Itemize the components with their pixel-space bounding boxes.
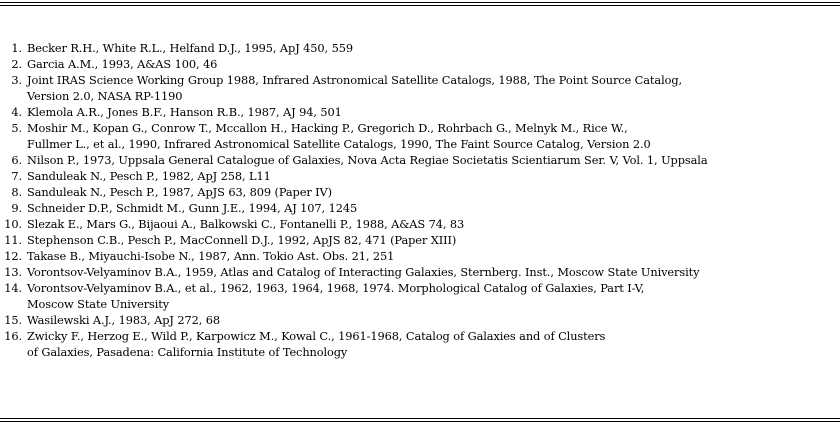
reference-item bbox=[0, 72, 840, 104]
reference-number: 14. bbox=[4, 281, 22, 295]
reference-text-line: Schneider D.P., Schmidt M., Gunn J.E., 1994, AJ 107, 1245 bbox=[27, 201, 358, 215]
reference-item bbox=[0, 184, 840, 200]
reference-text-line: Version 2.0, NASA RP-1190 bbox=[27, 89, 183, 103]
top-rule-double bbox=[0, 5, 840, 6]
reference-item bbox=[0, 248, 840, 264]
reference-text-line: Sanduleak N., Pesch P., 1987, ApJS 63, 809 (Paper IV) bbox=[27, 185, 332, 199]
reference-item bbox=[0, 56, 840, 72]
top-rule bbox=[0, 2, 840, 3]
reference-item bbox=[0, 40, 840, 56]
reference-item bbox=[0, 168, 840, 184]
reference-text-line: Wasilewski A.J., 1983, ApJ 272, 68 bbox=[27, 313, 221, 327]
reference-number: 13. bbox=[4, 265, 22, 279]
reference-number: 6. bbox=[11, 153, 22, 167]
bottom-rule bbox=[0, 418, 840, 419]
reference-number: 3. bbox=[11, 73, 22, 87]
reference-number: 7. bbox=[11, 169, 22, 183]
reference-text-line: Nilson P., 1973, Uppsala General Catalogue of Galaxies, Nova Acta Regiae Societatis Scientiarum Ser. V, Vol. 1, Uppsala bbox=[27, 153, 708, 167]
reference-number: 1. bbox=[11, 41, 22, 55]
reference-item bbox=[0, 328, 840, 360]
reference-item bbox=[0, 200, 840, 216]
reference-text-line: Moscow State University bbox=[27, 297, 170, 311]
reference-item bbox=[0, 152, 840, 168]
reference-number: 15. bbox=[4, 313, 22, 327]
reference-text-line: Moshir M., Kopan G., Conrow T., Mccallon H., Hacking P., Gregorich D., Rohrbach G., Melnyk M., Rice W., bbox=[27, 121, 628, 135]
reference-number: 12. bbox=[4, 249, 22, 263]
reference-text-line: of Galaxies, Pasadena: California Institute of Technology bbox=[27, 345, 348, 359]
reference-number: 4. bbox=[11, 105, 22, 119]
reference-list bbox=[0, 40, 840, 360]
reference-text-line: Joint IRAS Science Working Group 1988, Infrared Astronomical Satellite Catalogs, 1988, The Point Source Catalog, bbox=[27, 73, 683, 87]
reference-text-line: Vorontsov-Velyaminov B.A., et al., 1962, 1963, 1964, 1968, 1974. Morphological Catalog of Galaxies, Part I-V, bbox=[27, 281, 645, 295]
reference-text-line: Fullmer L., et al., 1990, Infrared Astronomical Satellite Catalogs, 1990, The Faint Source Catalog, Version 2.0 bbox=[27, 137, 651, 151]
reference-text-line: Stephenson C.B., Pesch P., MacConnell D.J., 1992, ApJS 82, 471 (Paper XIII) bbox=[27, 233, 457, 247]
reference-item bbox=[0, 232, 840, 248]
reference-text-line: Becker R.H., White R.L., Helfand D.J., 1995, ApJ 450, 559 bbox=[27, 41, 353, 55]
reference-text-line: Takase B., Miyauchi-Isobe N., 1987, Ann. Tokio Ast. Obs. 21, 251 bbox=[27, 249, 395, 263]
reference-number: 11. bbox=[4, 233, 22, 247]
reference-item bbox=[0, 120, 840, 152]
reference-text-line: Sanduleak N., Pesch P., 1982, ApJ 258, L11 bbox=[27, 169, 271, 183]
reference-number: 8. bbox=[11, 185, 22, 199]
reference-item bbox=[0, 216, 840, 232]
reference-text-line: Klemola A.R., Jones B.F., Hanson R.B., 1987, AJ 94, 501 bbox=[27, 105, 342, 119]
reference-number: 9. bbox=[11, 201, 22, 215]
bottom-rule-double bbox=[0, 421, 840, 422]
reference-number: 5. bbox=[11, 121, 22, 135]
reference-item bbox=[0, 312, 840, 328]
reference-item bbox=[0, 264, 840, 280]
reference-number: 2. bbox=[11, 57, 22, 71]
reference-text-line: Garcia A.M., 1993, A&AS 100, 46 bbox=[27, 57, 218, 71]
reference-item bbox=[0, 280, 840, 312]
reference-text-line: Zwicky F., Herzog E., Wild P., Karpowicz M., Kowal C., 1961-1968, Catalog of Galaxies and of Clusters bbox=[27, 329, 606, 343]
reference-text-line: Vorontsov-Velyaminov B.A., 1959, Atlas and Catalog of Interacting Galaxies, Sternberg. Inst., Moscow State University bbox=[27, 265, 700, 279]
reference-item bbox=[0, 104, 840, 120]
reference-text-line: Slezak E., Mars G., Bijaoui A., Balkowski C., Fontanelli P., 1988, A&AS 74, 83 bbox=[27, 217, 465, 231]
reference-number: 16. bbox=[4, 329, 22, 343]
reference-number: 10. bbox=[4, 217, 22, 231]
